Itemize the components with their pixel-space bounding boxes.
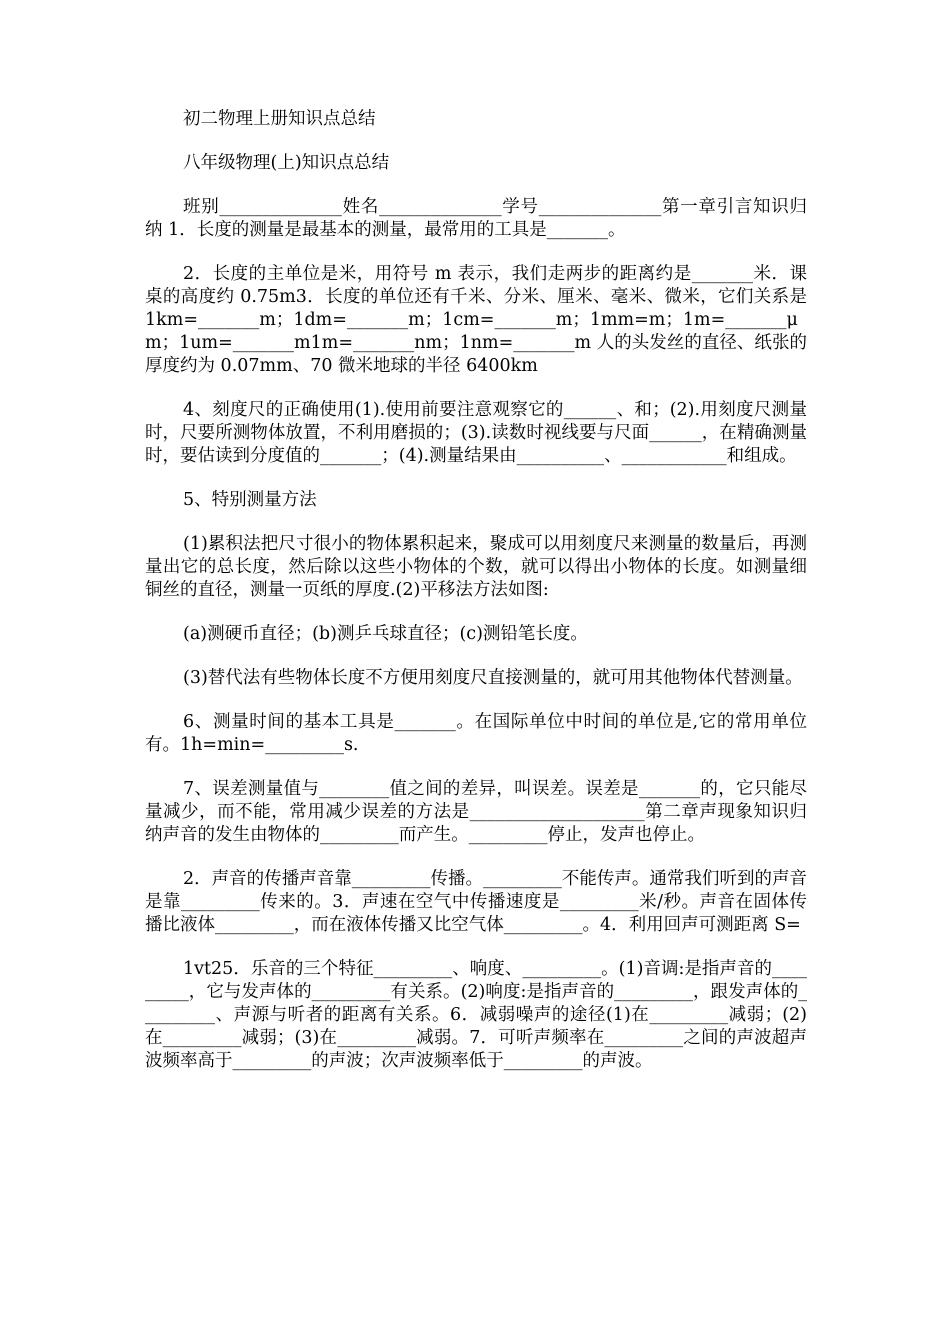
paragraph-error-and-sound: 7、误差测量值与________值之间的差异，叫误差。误差是_______的，它只能尽量减少，而不能，常用减少误差的方法是____________________第二章声现象知识归纳声音的发生由物体的_________而产生。_________停止，发声也停止。 <box>145 779 807 845</box>
paragraph-length-units: 2．长度的主单位是米，用符号 m 表示，我们走两步的距离约是_______米．课桌的高度约 0.75m3．长度的单位还有千米、分米、厘米、毫米、微米，它们关系是 1km=_______m；1dm=_______m；1cm=_______m；1mm=m；1m=_______μm；1um=_______m1m=_______nm；1nm=_______m 人的头发丝的直径、纸张的厚度约为 0.07mm、70 微米地球的半径 6400km <box>145 264 807 376</box>
document-title: 初二物理上册知识点总结 <box>183 109 376 129</box>
paragraph-musical-sound: 1vt25．乐音的三个特征_________、响度、_________。(1)音调:是指声音的_________，它与发声体的_________有关系。(2)响度:是指声音的_________，跟发声体的_________、声源与听者的距离有关系。6．减弱噪声的途径(1)在_________减弱；(2)在_________减弱；(3)在_________减弱。7．可听声频率在_________之间的声波超声波频率高于_________的声波；次声波频率低于_________的声波。 <box>145 959 807 1071</box>
paragraph-translation-examples: (a)测硬币直径；(b)测乒乓球直径；(c)测铅笔长度。 <box>183 624 588 644</box>
paragraph-time-measurement: 6、测量时间的基本工具是_______。在国际单位中时间的单位是,它的常用单位有。1h=min=_________s. <box>145 712 807 755</box>
paragraph-substitution-method: (3)替代法有些物体长度不方便用刻度尺直接测量的，就可用其他物体代替测量。 <box>183 668 803 688</box>
paragraph-ruler-usage: 4、刻度尺的正确使用(1).使用前要注意观察它的______、和；(2).用刻度尺测量时，尺要所测物体放置，不利用磨损的；(3).读数时视线要与尺面______，在精确测量时，要估读到分度值的_______；(4).测量结果由__________、____________和组成。 <box>145 400 807 466</box>
document-body <box>145 108 807 1094</box>
paragraph-sound-propagation: 2．声音的传播声音靠_________传播。_________不能传声。通常我们听到的声音是靠_________传来的。3．声速在空气中传播速度是_________米/秒。声音在固体传播比液体_________，而在液体传播又比空气体_________。4．利用回声可测距离 S= <box>145 869 807 935</box>
paragraph-accumulation-method: (1)累积法把尺寸很小的物体累积起来，聚成可以用刻度尺来测量的数量后，再测量出它的总长度，然后除以这些小物体的个数，就可以得出小物体的长度。如测量细铜丝的直径，测量一页纸的厚度.(2)平移法方法如图: <box>145 534 807 600</box>
paragraph-class-info: 班别______________姓名______________学号______________第一章引言知识归纳 1．长度的测量是最基本的测量，最常用的工具是_______。 <box>145 197 807 240</box>
document-subtitle: 八年级物理(上)知识点总结 <box>183 153 390 173</box>
paragraph-special-methods-heading: 5、特别测量方法 <box>183 490 317 510</box>
